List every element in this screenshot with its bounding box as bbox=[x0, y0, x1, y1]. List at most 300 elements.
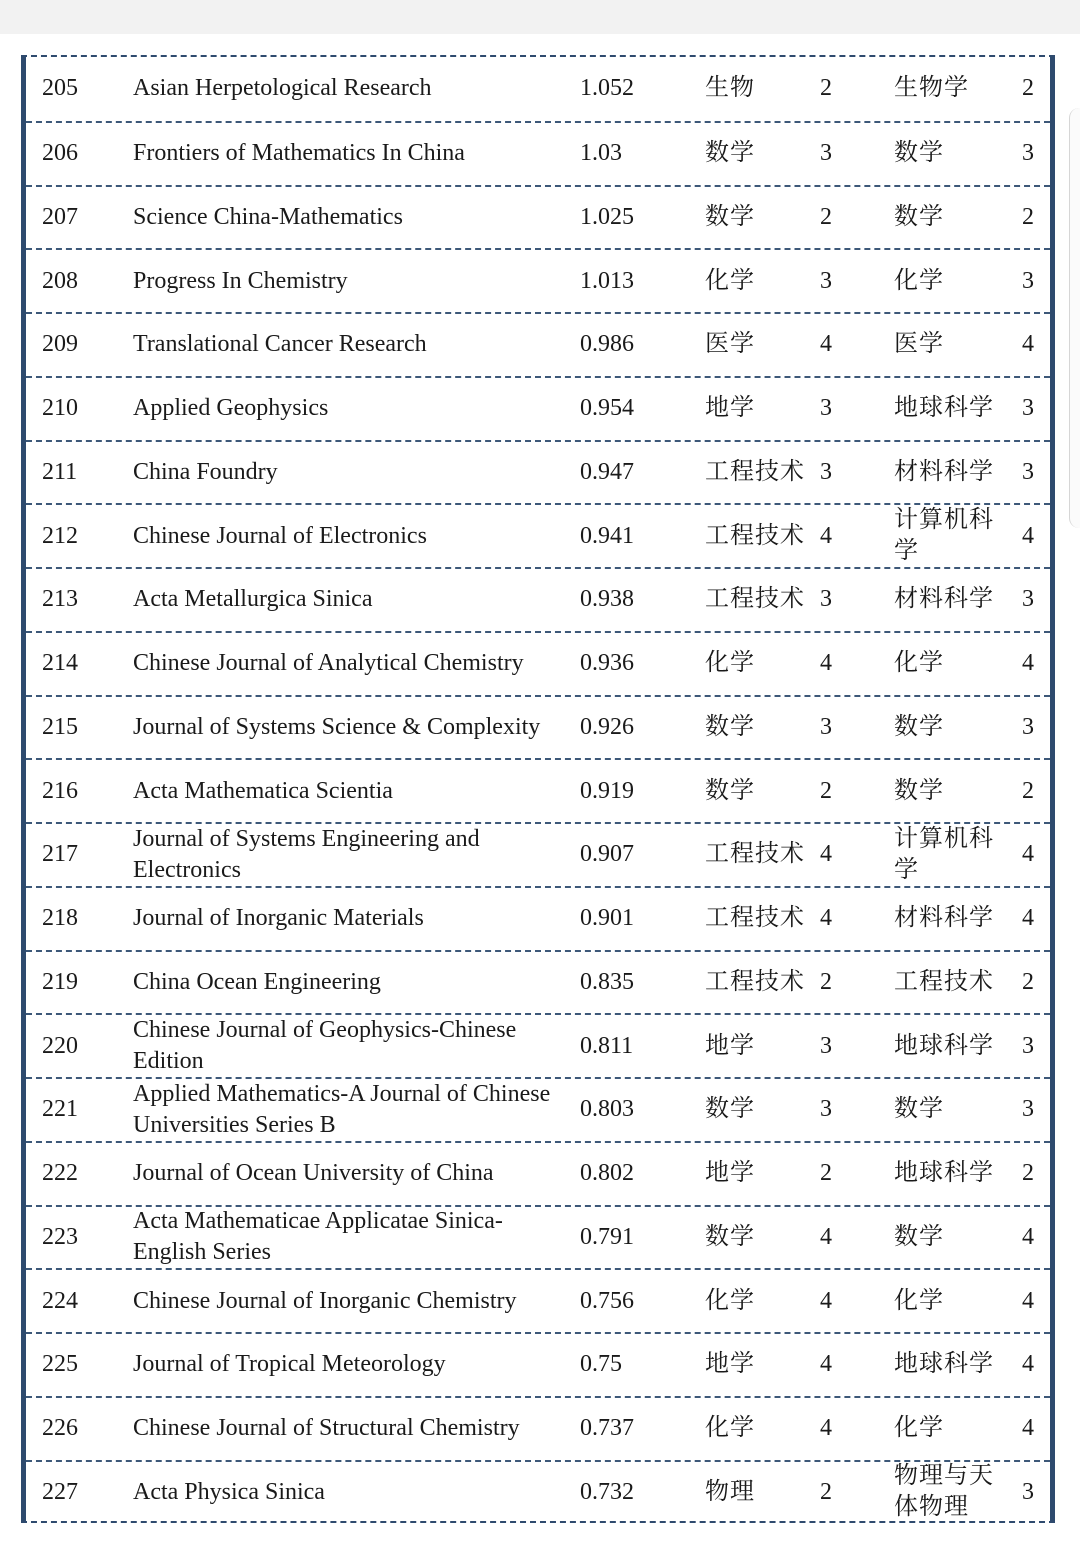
quartile-cell bbox=[820, 187, 850, 249]
subject-quartile-cell-text: 3 bbox=[1022, 1032, 1034, 1059]
rank-cell-text: 210 bbox=[42, 395, 78, 422]
rank-cell bbox=[42, 952, 122, 1014]
journal-title-cell bbox=[133, 633, 563, 695]
impact-factor-cell bbox=[580, 1143, 680, 1205]
subject-cell bbox=[894, 697, 1006, 759]
table-row bbox=[26, 121, 1050, 185]
quartile-cell bbox=[820, 1334, 850, 1396]
category-cell-text: 数学 bbox=[705, 1223, 755, 1250]
impact-factor-cell bbox=[580, 697, 680, 759]
journal-title-cell bbox=[133, 505, 563, 567]
quartile-cell bbox=[820, 57, 850, 121]
impact-factor-cell-text: 0.802 bbox=[580, 1160, 634, 1187]
journal-title-cell-text: Acta Metallurgica Sinica bbox=[133, 586, 373, 613]
impact-factor-cell-text: 0.737 bbox=[580, 1415, 634, 1442]
top-band bbox=[0, 0, 1080, 34]
quartile-cell bbox=[820, 1270, 850, 1332]
subject-cell bbox=[894, 505, 1006, 567]
category-cell-text: 地学 bbox=[705, 395, 755, 422]
table-row bbox=[26, 1332, 1050, 1396]
journal-title-cell bbox=[133, 697, 563, 759]
subject-quartile-cell-text: 3 bbox=[1022, 1478, 1034, 1505]
impact-factor-cell-text: 0.919 bbox=[580, 777, 634, 804]
subject-quartile-cell bbox=[1022, 250, 1046, 312]
category-cell-text: 化学 bbox=[705, 1415, 755, 1442]
subject-quartile-cell bbox=[1022, 824, 1046, 886]
subject-cell bbox=[894, 1270, 1006, 1332]
subject-cell-text: 化学 bbox=[894, 650, 944, 677]
impact-factor-cell bbox=[580, 1079, 680, 1141]
table-row bbox=[26, 1141, 1050, 1205]
category-cell-text: 地学 bbox=[705, 1160, 755, 1187]
category-cell-text: 生物 bbox=[705, 75, 755, 102]
quartile-cell-text: 3 bbox=[820, 586, 832, 613]
journal-title-cell bbox=[133, 1398, 563, 1460]
quartile-cell bbox=[820, 888, 850, 950]
category-cell bbox=[705, 1398, 813, 1460]
journal-title-cell-text: Applied Mathematics-A Journal of Chinese Universities Series B bbox=[133, 1080, 551, 1138]
journal-title-cell-text: Frontiers of Mathematics In China bbox=[133, 140, 465, 167]
rank-cell-text: 227 bbox=[42, 1478, 78, 1505]
impact-factor-cell-text: 1.03 bbox=[580, 140, 622, 167]
subject-quartile-cell-text: 3 bbox=[1022, 267, 1034, 294]
subject-quartile-cell bbox=[1022, 505, 1046, 567]
subject-cell bbox=[894, 1079, 1006, 1141]
rank-cell bbox=[42, 442, 122, 504]
subject-quartile-cell bbox=[1022, 1270, 1046, 1332]
subject-quartile-cell-text: 4 bbox=[1022, 1223, 1034, 1250]
impact-factor-cell-text: 1.052 bbox=[580, 75, 634, 102]
journal-title-cell-text: Chinese Journal of Analytical Chemistry bbox=[133, 650, 524, 677]
quartile-cell-text: 3 bbox=[820, 395, 832, 422]
rank-cell-text: 213 bbox=[42, 586, 78, 613]
table-row bbox=[26, 57, 1050, 121]
quartile-cell bbox=[820, 1015, 850, 1077]
quartile-cell bbox=[820, 442, 850, 504]
rank-cell bbox=[42, 505, 122, 567]
quartile-cell bbox=[820, 1398, 850, 1460]
quartile-cell bbox=[820, 123, 850, 185]
impact-factor-cell-text: 0.907 bbox=[580, 841, 634, 868]
subject-cell bbox=[894, 569, 1006, 631]
subject-quartile-cell-text: 4 bbox=[1022, 522, 1034, 549]
subject-cell bbox=[894, 1398, 1006, 1460]
rank-cell-text: 223 bbox=[42, 1223, 78, 1250]
quartile-cell-text: 4 bbox=[820, 1223, 832, 1250]
category-cell bbox=[705, 378, 813, 440]
quartile-cell-text: 3 bbox=[820, 1032, 832, 1059]
impact-factor-cell-text: 0.901 bbox=[580, 905, 634, 932]
subject-quartile-cell bbox=[1022, 378, 1046, 440]
table-row bbox=[26, 1077, 1050, 1141]
category-cell-text: 工程技术 bbox=[705, 841, 805, 868]
category-cell-text: 数学 bbox=[705, 777, 755, 804]
subject-quartile-cell bbox=[1022, 888, 1046, 950]
subject-quartile-cell-text: 4 bbox=[1022, 331, 1034, 358]
rank-cell-text: 220 bbox=[42, 1032, 78, 1059]
subject-quartile-cell-text: 2 bbox=[1022, 75, 1034, 102]
rank-cell-text: 208 bbox=[42, 267, 78, 294]
category-cell bbox=[705, 824, 813, 886]
quartile-cell-text: 4 bbox=[820, 1287, 832, 1314]
rank-cell bbox=[42, 633, 122, 695]
impact-factor-cell bbox=[580, 952, 680, 1014]
impact-factor-cell-text: 0.936 bbox=[580, 650, 634, 677]
rank-cell bbox=[42, 250, 122, 312]
journal-title-cell-text: China Ocean Engineering bbox=[133, 968, 381, 995]
subject-quartile-cell-text: 4 bbox=[1022, 1351, 1034, 1378]
subject-cell bbox=[894, 1015, 1006, 1077]
impact-factor-cell-text: 0.941 bbox=[580, 522, 634, 549]
quartile-cell bbox=[820, 1079, 850, 1141]
rank-cell bbox=[42, 314, 122, 376]
impact-factor-cell bbox=[580, 1270, 680, 1332]
category-cell-text: 医学 bbox=[705, 331, 755, 358]
subject-cell bbox=[894, 442, 1006, 504]
quartile-cell-text: 2 bbox=[820, 968, 832, 995]
subject-quartile-cell bbox=[1022, 123, 1046, 185]
journal-title-cell bbox=[133, 888, 563, 950]
impact-factor-cell bbox=[580, 888, 680, 950]
category-cell-text: 数学 bbox=[705, 1096, 755, 1123]
rank-cell bbox=[42, 187, 122, 249]
subject-quartile-cell-text: 3 bbox=[1022, 1096, 1034, 1123]
journal-title-cell-text: Asian Herpetological Research bbox=[133, 75, 432, 102]
subject-cell bbox=[894, 888, 1006, 950]
rank-cell bbox=[42, 1207, 122, 1269]
subject-quartile-cell bbox=[1022, 1462, 1046, 1524]
journal-title-cell-text: Journal of Tropical Meteorology bbox=[133, 1351, 446, 1378]
journal-title-cell-text: Chinese Journal of Electronics bbox=[133, 522, 427, 549]
subject-quartile-cell bbox=[1022, 57, 1046, 121]
rank-cell-text: 224 bbox=[42, 1287, 78, 1314]
quartile-cell-text: 3 bbox=[820, 267, 832, 294]
subject-cell-text: 数学 bbox=[894, 140, 944, 167]
category-cell-text: 化学 bbox=[705, 1287, 755, 1314]
category-cell bbox=[705, 633, 813, 695]
subject-cell-text: 化学 bbox=[894, 1287, 944, 1314]
subject-cell bbox=[894, 1462, 1006, 1524]
journal-title-cell bbox=[133, 187, 563, 249]
impact-factor-cell bbox=[580, 57, 680, 121]
subject-cell-text: 地球科学 bbox=[894, 395, 994, 422]
rank-cell-text: 212 bbox=[42, 522, 78, 549]
subject-quartile-cell-text: 3 bbox=[1022, 458, 1034, 485]
rank-cell bbox=[42, 760, 122, 822]
journal-title-cell bbox=[133, 57, 563, 121]
category-cell bbox=[705, 760, 813, 822]
journal-title-cell-text: Journal of Inorganic Materials bbox=[133, 905, 424, 932]
quartile-cell bbox=[820, 250, 850, 312]
category-cell-text: 工程技术 bbox=[705, 586, 805, 613]
quartile-cell bbox=[820, 697, 850, 759]
subject-quartile-cell bbox=[1022, 1398, 1046, 1460]
category-cell-text: 数学 bbox=[705, 203, 755, 230]
rank-cell-text: 216 bbox=[42, 777, 78, 804]
subject-cell bbox=[894, 824, 1006, 886]
impact-factor-cell bbox=[580, 1462, 680, 1524]
journal-title-cell bbox=[133, 314, 563, 376]
category-cell-text: 物理 bbox=[705, 1478, 755, 1505]
subject-cell-text: 材料科学 bbox=[894, 586, 994, 613]
impact-factor-cell bbox=[580, 1398, 680, 1460]
subject-cell bbox=[894, 633, 1006, 695]
quartile-cell-text: 4 bbox=[820, 841, 832, 868]
rank-cell-text: 225 bbox=[42, 1351, 78, 1378]
subject-quartile-cell-text: 4 bbox=[1022, 1415, 1034, 1442]
category-cell-text: 化学 bbox=[705, 650, 755, 677]
category-cell bbox=[705, 1015, 813, 1077]
quartile-cell bbox=[820, 1143, 850, 1205]
category-cell-text: 工程技术 bbox=[705, 458, 805, 485]
category-cell bbox=[705, 314, 813, 376]
rank-cell bbox=[42, 57, 122, 121]
impact-factor-cell-text: 0.926 bbox=[580, 713, 634, 740]
subject-cell bbox=[894, 1207, 1006, 1269]
subject-quartile-cell-text: 4 bbox=[1022, 650, 1034, 677]
subject-cell-text: 数学 bbox=[894, 1096, 944, 1123]
subject-cell-text: 材料科学 bbox=[894, 905, 994, 932]
category-cell bbox=[705, 505, 813, 567]
journal-title-cell-text: Progress In Chemistry bbox=[133, 267, 348, 294]
impact-factor-cell-text: 0.986 bbox=[580, 331, 634, 358]
journal-title-cell bbox=[133, 1079, 563, 1141]
journal-title-cell bbox=[133, 123, 563, 185]
journal-title-cell bbox=[133, 1207, 563, 1269]
rank-cell bbox=[42, 1143, 122, 1205]
impact-factor-cell bbox=[580, 314, 680, 376]
category-cell bbox=[705, 187, 813, 249]
rank-cell-text: 206 bbox=[42, 140, 78, 167]
impact-factor-cell-text: 0.835 bbox=[580, 968, 634, 995]
category-cell bbox=[705, 1270, 813, 1332]
impact-factor-cell bbox=[580, 378, 680, 440]
journal-title-cell bbox=[133, 824, 563, 886]
table-row bbox=[26, 248, 1050, 312]
subject-cell bbox=[894, 187, 1006, 249]
impact-factor-cell bbox=[580, 187, 680, 249]
table-row bbox=[26, 822, 1050, 886]
table-row bbox=[26, 1205, 1050, 1269]
subject-quartile-cell bbox=[1022, 1334, 1046, 1396]
impact-factor-cell-text: 0.756 bbox=[580, 1287, 634, 1314]
quartile-cell-text: 3 bbox=[820, 140, 832, 167]
rank-cell-text: 217 bbox=[42, 841, 78, 868]
impact-factor-cell-text: 0.811 bbox=[580, 1032, 634, 1059]
category-cell-text: 工程技术 bbox=[705, 968, 805, 995]
subject-cell bbox=[894, 760, 1006, 822]
subject-cell bbox=[894, 57, 1006, 121]
table-row bbox=[26, 567, 1050, 631]
rank-cell bbox=[42, 123, 122, 185]
table-row bbox=[26, 695, 1050, 759]
table-row bbox=[26, 631, 1050, 695]
subject-cell-text: 生物学 bbox=[894, 75, 969, 102]
rank-cell bbox=[42, 697, 122, 759]
category-cell-text: 工程技术 bbox=[705, 905, 805, 932]
subject-cell-text: 物理与天体物理 bbox=[894, 1463, 994, 1521]
category-cell bbox=[705, 888, 813, 950]
subject-quartile-cell-text: 3 bbox=[1022, 140, 1034, 167]
quartile-cell bbox=[820, 1207, 850, 1269]
category-cell bbox=[705, 569, 813, 631]
subject-cell-text: 材料科学 bbox=[894, 458, 994, 485]
rank-cell-text: 215 bbox=[42, 713, 78, 740]
journal-title-cell-text: Applied Geophysics bbox=[133, 395, 329, 422]
journal-title-cell-text: Translational Cancer Research bbox=[133, 331, 427, 358]
category-cell bbox=[705, 123, 813, 185]
subject-cell-text: 计算机科学 bbox=[894, 825, 994, 883]
subject-cell-text: 化学 bbox=[894, 267, 944, 294]
rank-cell bbox=[42, 1079, 122, 1141]
impact-factor-cell bbox=[580, 123, 680, 185]
quartile-cell bbox=[820, 824, 850, 886]
quartile-cell-text: 2 bbox=[820, 75, 832, 102]
table-row bbox=[26, 1013, 1050, 1077]
rank-cell-text: 226 bbox=[42, 1415, 78, 1442]
impact-factor-cell-text: 0.954 bbox=[580, 395, 634, 422]
journal-title-cell-text: Journal of Ocean University of China bbox=[133, 1160, 494, 1187]
subject-cell bbox=[894, 378, 1006, 440]
quartile-cell-text: 4 bbox=[820, 1351, 832, 1378]
table-row bbox=[26, 185, 1050, 249]
subject-quartile-cell bbox=[1022, 442, 1046, 504]
rank-cell bbox=[42, 378, 122, 440]
quartile-cell-text: 3 bbox=[820, 1096, 832, 1123]
subject-quartile-cell-text: 2 bbox=[1022, 968, 1034, 995]
category-cell-text: 数学 bbox=[705, 713, 755, 740]
journal-title-cell bbox=[133, 760, 563, 822]
subject-cell-text: 地球科学 bbox=[894, 1032, 994, 1059]
rank-cell bbox=[42, 824, 122, 886]
journal-title-cell bbox=[133, 1334, 563, 1396]
table-row bbox=[26, 886, 1050, 950]
category-cell bbox=[705, 1462, 813, 1524]
subject-cell-text: 数学 bbox=[894, 713, 944, 740]
impact-factor-cell bbox=[580, 760, 680, 822]
subject-cell-text: 地球科学 bbox=[894, 1160, 994, 1187]
table-row bbox=[26, 1268, 1050, 1332]
journal-title-cell-text: Journal of Systems Science & Complexity bbox=[133, 713, 541, 740]
quartile-cell-text: 4 bbox=[820, 331, 832, 358]
table-row bbox=[26, 950, 1050, 1014]
quartile-cell bbox=[820, 569, 850, 631]
category-cell-text: 化学 bbox=[705, 267, 755, 294]
category-cell bbox=[705, 57, 813, 121]
subject-quartile-cell-text: 2 bbox=[1022, 777, 1034, 804]
journal-title-cell bbox=[133, 250, 563, 312]
category-cell bbox=[705, 442, 813, 504]
subject-quartile-cell-text: 3 bbox=[1022, 395, 1034, 422]
subject-cell-text: 数学 bbox=[894, 203, 944, 230]
rank-cell bbox=[42, 1270, 122, 1332]
rank-cell-text: 207 bbox=[42, 203, 78, 230]
quartile-cell-text: 2 bbox=[820, 1478, 832, 1505]
quartile-cell bbox=[820, 314, 850, 376]
journal-title-cell bbox=[133, 1143, 563, 1205]
subject-quartile-cell bbox=[1022, 697, 1046, 759]
subject-quartile-cell-text: 2 bbox=[1022, 1160, 1034, 1187]
category-cell bbox=[705, 1334, 813, 1396]
subject-quartile-cell bbox=[1022, 1015, 1046, 1077]
table-row bbox=[26, 503, 1050, 567]
subject-cell-text: 计算机科学 bbox=[894, 507, 994, 565]
quartile-cell bbox=[820, 1462, 850, 1524]
journal-title-cell-text: China Foundry bbox=[133, 458, 278, 485]
category-cell-text: 地学 bbox=[705, 1032, 755, 1059]
rank-cell-text: 219 bbox=[42, 968, 78, 995]
impact-factor-cell-text: 0.75 bbox=[580, 1351, 622, 1378]
category-cell bbox=[705, 1207, 813, 1269]
category-cell-text: 数学 bbox=[705, 140, 755, 167]
journal-title-cell-text: Chinese Journal of Inorganic Chemistry bbox=[133, 1287, 517, 1314]
journal-title-cell-text: Acta Physica Sinica bbox=[133, 1478, 325, 1505]
subject-cell-text: 化学 bbox=[894, 1415, 944, 1442]
quartile-cell-text: 4 bbox=[820, 650, 832, 677]
quartile-cell-text: 2 bbox=[820, 777, 832, 804]
subject-quartile-cell bbox=[1022, 569, 1046, 631]
subject-cell bbox=[894, 250, 1006, 312]
impact-factor-cell-text: 1.025 bbox=[580, 203, 634, 230]
journal-title-cell bbox=[133, 1015, 563, 1077]
category-cell-text: 地学 bbox=[705, 1351, 755, 1378]
subject-quartile-cell bbox=[1022, 187, 1046, 249]
impact-factor-cell-text: 0.791 bbox=[580, 1223, 634, 1250]
subject-quartile-cell-text: 2 bbox=[1022, 203, 1034, 230]
rank-cell bbox=[42, 1015, 122, 1077]
journal-title-cell-text: Acta Mathematicae Applicatae Sinica-English Series bbox=[133, 1208, 503, 1266]
quartile-cell-text: 3 bbox=[820, 458, 832, 485]
table-row bbox=[26, 376, 1050, 440]
rank-cell-text: 209 bbox=[42, 331, 78, 358]
subject-quartile-cell-text: 4 bbox=[1022, 905, 1034, 932]
rank-cell-text: 221 bbox=[42, 1096, 78, 1123]
subject-quartile-cell-text: 3 bbox=[1022, 713, 1034, 740]
impact-factor-cell-text: 0.947 bbox=[580, 458, 634, 485]
subject-quartile-cell bbox=[1022, 1079, 1046, 1141]
journal-title-cell bbox=[133, 952, 563, 1014]
subject-quartile-cell-text: 3 bbox=[1022, 586, 1034, 613]
quartile-cell-text: 4 bbox=[820, 522, 832, 549]
journal-title-cell bbox=[133, 378, 563, 440]
subject-quartile-cell bbox=[1022, 1143, 1046, 1205]
impact-factor-cell-text: 0.803 bbox=[580, 1096, 634, 1123]
quartile-cell-text: 2 bbox=[820, 1160, 832, 1187]
subject-quartile-cell bbox=[1022, 952, 1046, 1014]
subject-cell-text: 医学 bbox=[894, 331, 944, 358]
journal-title-cell-text: Chinese Journal of Geophysics-Chinese Edition bbox=[133, 1017, 517, 1075]
subject-cell-text: 数学 bbox=[894, 1223, 944, 1250]
category-cell bbox=[705, 697, 813, 759]
rank-cell bbox=[42, 1462, 122, 1524]
rank-cell-text: 218 bbox=[42, 905, 78, 932]
journal-title-cell-text: Acta Mathematica Scientia bbox=[133, 777, 393, 804]
category-cell bbox=[705, 1079, 813, 1141]
impact-factor-cell bbox=[580, 442, 680, 504]
journal-title-cell bbox=[133, 1462, 563, 1524]
subject-cell bbox=[894, 314, 1006, 376]
quartile-cell-text: 2 bbox=[820, 203, 832, 230]
impact-factor-cell bbox=[580, 250, 680, 312]
impact-factor-cell bbox=[580, 1207, 680, 1269]
page-edge bbox=[1069, 108, 1080, 528]
journal-title-cell-text: Journal of Systems Engineering and Electronics bbox=[133, 825, 480, 883]
impact-factor-cell bbox=[580, 1015, 680, 1077]
rank-cell bbox=[42, 1398, 122, 1460]
rank-cell bbox=[42, 1334, 122, 1396]
category-cell bbox=[705, 1143, 813, 1205]
subject-cell bbox=[894, 1334, 1006, 1396]
